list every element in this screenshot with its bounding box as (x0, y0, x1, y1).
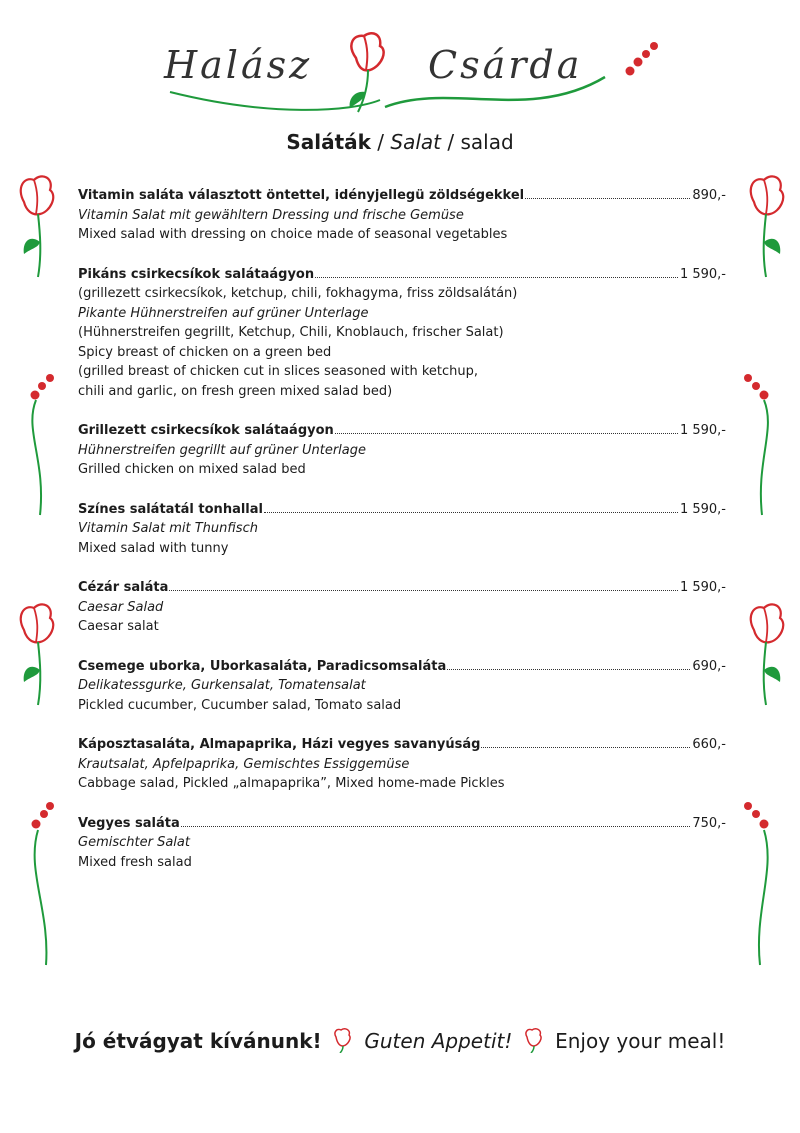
menu-item (78, 421, 726, 480)
tulip-icon (740, 172, 790, 282)
menu-item-header (78, 265, 726, 285)
section-title-separator: / (370, 130, 391, 154)
section-title-de: Salat (390, 130, 442, 154)
menu-item-description: Pickled cucumber, Cucumber salad, Tomato salad (78, 697, 402, 713)
menu-item-description: Mixed fresh salad (78, 854, 192, 870)
section-title (0, 130, 800, 154)
menu-item-translation-de: Krautsalat, Apfelpaprika, Gemischtes Essiggemüse (78, 756, 410, 772)
dot-leader (264, 511, 678, 513)
footer-hu: Jó étvágyat kívánunk! (74, 1029, 322, 1053)
menu-item-description: Mixed salad with tunny (78, 540, 229, 556)
tulip-icon (14, 172, 64, 282)
menu-item (78, 186, 726, 245)
dot-leader (169, 589, 678, 591)
menu-item-price: 690,- (692, 658, 726, 674)
menu-item-translation-de: Hühnerstreifen gegrillt auf grüner Unterlage (78, 442, 367, 458)
menu-item-name: Színes salátatál tonhallal (78, 501, 263, 517)
tulip-icon (523, 1027, 545, 1053)
menu-item-header (78, 578, 726, 598)
menu-item-description: Caesar salat (78, 619, 159, 634)
menu-item-header (78, 657, 726, 677)
section-title-hu: Saláták (286, 130, 371, 154)
menu-item-description: Mixed salad with dressing on choice made of seasonal vegetables (78, 227, 508, 242)
menu-item-price: 660,- (692, 737, 726, 752)
menu-item (78, 814, 726, 873)
menu-item-price: 1 590,- (679, 266, 726, 282)
menu-item-price: 890,- (692, 188, 726, 203)
menu-item-translation-de: Vitamin Salat mit Thunfisch (78, 521, 258, 536)
menu-item-name: Vitamin saláta választott öntettel, idényjellegü zöldségekkel (78, 188, 525, 203)
footer-en: Enjoy your meal! (555, 1029, 726, 1053)
footer-greeting (0, 1027, 800, 1053)
menu-item (78, 265, 726, 402)
section-title-separator: / (441, 130, 461, 154)
menu-item-description: (grillezett csirkecsíkok, ketchup, chili, fokhagyma, friss zöldsalátán) (78, 286, 518, 301)
menu-item (78, 578, 726, 637)
menu-item-header (78, 500, 726, 520)
menu-item-price: 1 590,- (679, 423, 726, 438)
menu-item-header (78, 735, 726, 755)
menu-item-name: Grillezett csirkecsíkok salátaágyon (78, 423, 334, 438)
tulip-icon (740, 600, 790, 710)
menu-item (78, 500, 726, 559)
logo-word-halasz: Halász (164, 43, 313, 87)
menu-item (78, 735, 726, 794)
menu-item-description: Cabbage salad, Pickled „almapaprika”, Mixed home-made Pickles (78, 776, 505, 791)
dot-leader (447, 668, 690, 670)
menu-item-header (78, 421, 726, 441)
menu-item-translation-de: Gemischter Salat (78, 835, 190, 850)
menu-item-translation-de: Delikatessgurke, Gurkensalat, Tomatensalat (78, 678, 366, 693)
section-title-en: salad (460, 130, 514, 154)
menu-item-description: Spicy breast of chicken on a green bed (78, 344, 332, 360)
berry-sprig-icon (736, 800, 786, 970)
menu-item-price: 1 590,- (679, 580, 726, 595)
menu-item-description: Grilled chicken on mixed salad bed (78, 462, 306, 477)
menu-item-name: Pikáns csirkecsíkok salátaágyon (78, 266, 315, 282)
menu-item-header (78, 814, 726, 834)
logo-word-csarda: Csárda (428, 43, 583, 87)
berry-sprig-icon (20, 800, 70, 970)
berry-sprig-icon (736, 370, 786, 520)
menu-list (78, 186, 726, 892)
dot-leader (181, 825, 691, 827)
dot-leader (315, 276, 678, 278)
footer-de: Guten Appetit! (364, 1029, 513, 1053)
menu-item-header (78, 186, 726, 206)
menu-item-description: (grilled breast of chicken cut in slices seasoned with ketchup, (78, 364, 479, 379)
menu-item-name: Csemege uborka, Uborkasaláta, Paradicsomsaláta (78, 658, 447, 674)
tulip-icon (14, 600, 64, 710)
menu-item (78, 657, 726, 716)
menu-item-translation-de: Caesar Salad (78, 599, 164, 615)
menu-item-price: 1 590,- (679, 501, 726, 517)
menu-item-translation-de: Vitamin Salat mit gewähltern Dressing und frische Gemüse (78, 207, 464, 223)
berry-sprig-icon (16, 370, 66, 520)
menu-item-name: Vegyes saláta (78, 815, 180, 831)
menu-item-description: (Hühnerstreifen gegrillt, Ketchup, Chili, Knoblauch, frischer Salat) (78, 325, 504, 340)
menu-item-price: 750,- (692, 815, 726, 831)
dot-leader (525, 197, 690, 199)
restaurant-logo (150, 22, 670, 117)
menu-item-description: chili and garlic, on fresh green mixed salad bed) (78, 383, 393, 399)
tulip-icon (332, 1027, 354, 1053)
menu-item-translation-de: Pikante Hühnerstreifen auf grüner Unterlage (78, 305, 369, 321)
menu-item-name: Káposztasaláta, Almapaprika, Házi vegyes savanyúság (78, 737, 481, 752)
dot-leader (481, 746, 690, 748)
dot-leader (335, 432, 678, 434)
menu-item-name: Cézár saláta (78, 580, 169, 595)
berry-sprig-icon (626, 42, 659, 76)
